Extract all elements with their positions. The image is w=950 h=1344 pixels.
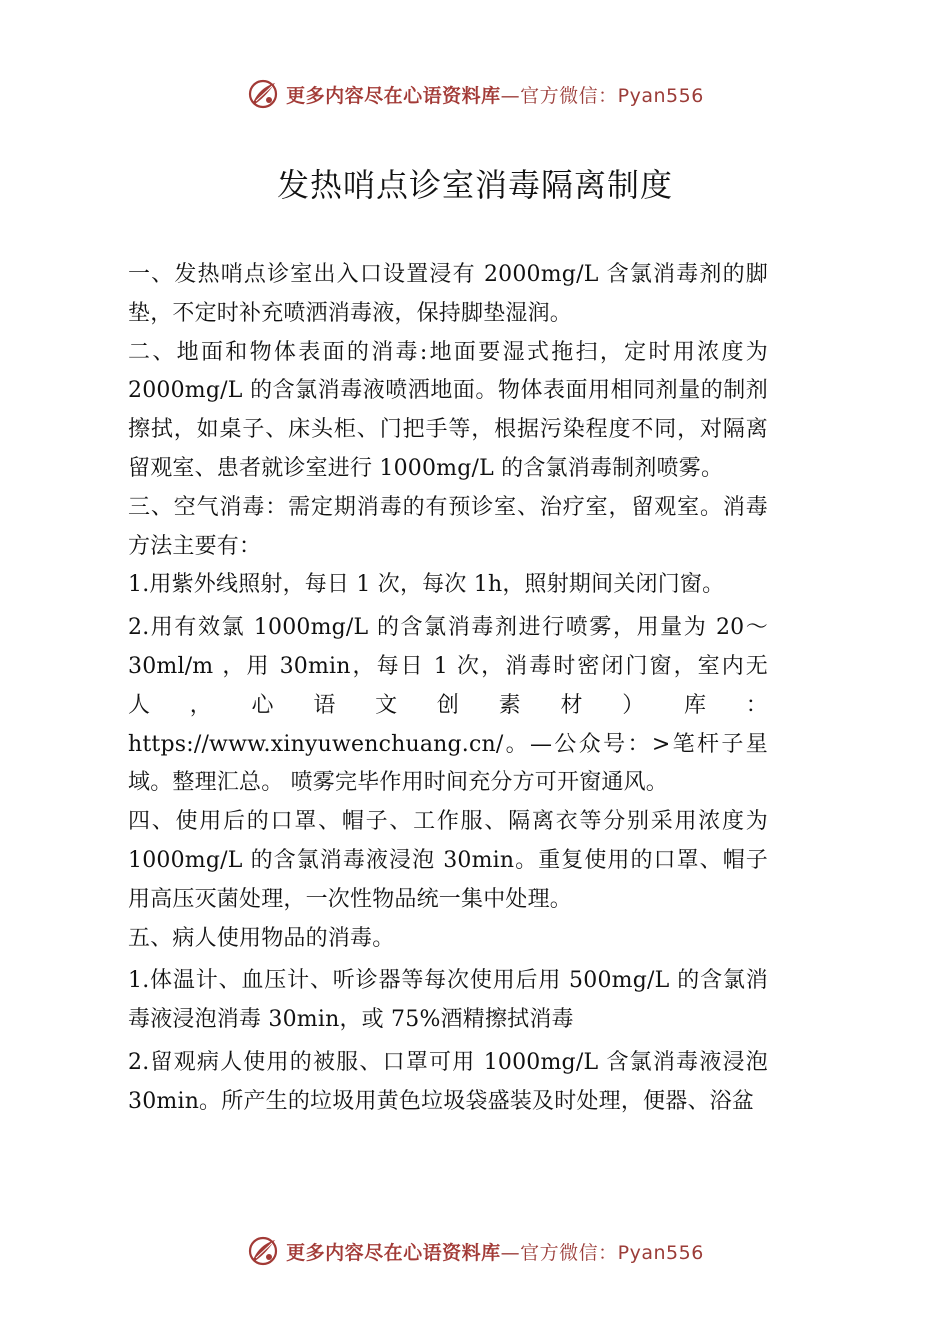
paragraph-8: 1.体温计、血压计、听诊器等每次使用后用 500mg/L 的含氯消毒液浸泡消毒 30min，或 75%酒精擦拭消毒: [128, 968, 768, 1033]
leaf-seal-logo-icon: [246, 1234, 280, 1268]
footer-banner-main: 更多内容尽在心语资料库: [286, 1241, 501, 1264]
header-banner-sub: —官方微信：Pyan556: [500, 84, 704, 107]
footer-banner: [0, 1226, 950, 1276]
paragraph-6: 四、使用后的口罩、帽子、工作服、隔离衣等分别采用浓度为 1000mg/L 的含氯消毒液浸泡 30min。重复使用的口罩、帽子用高压灭菌处理，一次性物品统一集中处理。: [128, 809, 768, 912]
document-body: [128, 256, 768, 1122]
footer-banner-sub: —官方微信：Pyan556: [500, 1241, 704, 1264]
document-title: 发热哨点诊室消毒隔离制度: [276, 166, 673, 204]
paragraph-9: 2.留观病人使用的被服、口罩可用 1000mg/L 含氯消毒液浸泡 30min。所产生的垃圾用黄色垃圾袋盛装及时处理，便器、浴盆: [128, 1049, 768, 1114]
paragraph-3: 三、空气消毒：需定期消毒的有预诊室、治疗室，留观室。消毒方法主要有：: [128, 494, 768, 559]
paragraph-5: 2.用有效氯 1000mg/L 的含氯消毒剂进行喷雾，用量为 20～30ml/m ，用 30min，每日 1 次，消毒时密闭门窗，室内无人，心语文创素材）库：https://www.xinyuwenchuang.cn/。—公众号：>笔杆子星域。整理汇总。 喷雾完毕作用时间充分方可开窗通风。: [128, 615, 768, 796]
paragraph-1: 一、发热哨点诊室出入口设置浸有 2000mg/L 含氯消毒剂的脚垫，不定时补充喷洒消毒液，保持脚垫湿润。: [128, 262, 768, 326]
header-banner: [0, 69, 950, 119]
paragraph-4: 1.用紫外线照射，每日 1 次，每次 1h，照射期间关闭门窗。: [128, 572, 725, 598]
paragraph-7: 五、病人使用物品的消毒。: [128, 925, 395, 951]
header-banner-main: 更多内容尽在心语资料库: [286, 84, 501, 107]
paragraph-2: 二、地面和物体表面的消毒:地面要湿式拖扫，定时用浓度为 2000mg/L 的含氯消毒液喷洒地面。物体表面用相同剂量的制剂擦拭，如桌子、床头柜、门把手等，根据污染程度不同，对隔离留观室、患者就诊室进行 1000mg/L 的含氯消毒制剂喷雾。: [128, 339, 768, 481]
leaf-seal-logo-icon: [246, 77, 280, 111]
